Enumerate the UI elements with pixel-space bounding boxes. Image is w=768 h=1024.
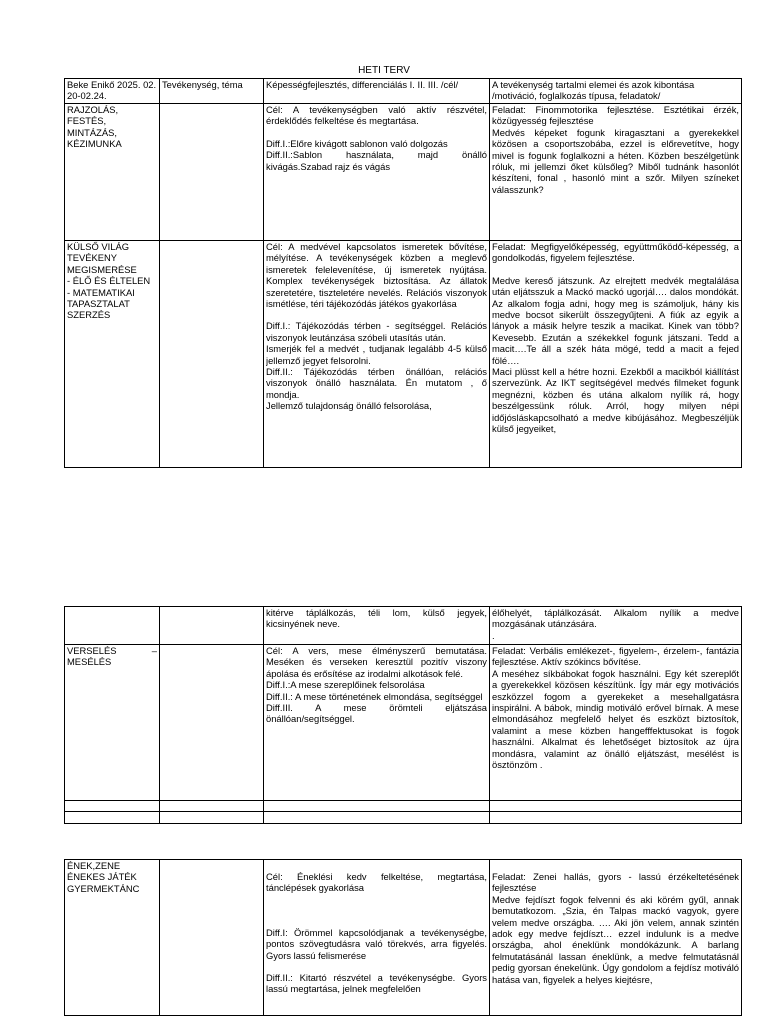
- content-text: Maci plüsst kell a hétre hozni. Ezekből a macikból kiállítást szervezünk. Az IKT segítségével medvés filmeket fogunk megnézni, közben és utána alkalom nyílik rá, hogy beszélgessünk róluk. Arról, hogy milyen népi időjósláskapcsolható a medve kibújásához. Megbeszéljük külső jegyeiket,: [492, 366, 739, 435]
- task-text: Feladat: Zenei hallás, gyors - lassú érzékeltetésének fejlesztése: [492, 871, 739, 894]
- header-skills: Képességfejlesztés, differenciálás I. II. III. /cél/: [264, 79, 490, 104]
- content-text: Medve kereső játszunk. Az elrejtett medvék megtalálása után eljátsszuk a Mackó mackó ugorjál…. dalos mondókát. Az alkalom fogja adni, hogy meg is számoljuk, hány kis medve bocsot sikerült összegyűjteni. A fiúk az egyik a lányok a másik helyre teszik a macikat. Kinek van több? Kevesebb. Ezután a székekkel fogunk játszani. Tedd a macit….Te áll a szék háta mögé, tedd a macit a fejed fölé….: [492, 274, 739, 366]
- empty-cell: [490, 812, 742, 824]
- diff-1-text: Diff.I.: Tájékozódás térben - segítséggel. Relációs viszonyok leutánzása szóbeli utasítás után.: [266, 320, 487, 343]
- content-text: .: [492, 629, 495, 641]
- empty-cell: [160, 801, 264, 812]
- topic-label: - ÉLŐ ÉS ÉLTELEN: [67, 275, 151, 287]
- weekly-plan-table: [64, 606, 742, 824]
- task-text: Feladat: Verbális emlékezet-, figyelem-, érzelem-, fantázia fejlesztése. Aktív szókincs bővítése.: [492, 645, 739, 668]
- topic-cell: [65, 104, 160, 241]
- topic-cell: [65, 645, 160, 801]
- goal-cell: [264, 607, 490, 645]
- diff-3-text: Diff.III. A mese örömteli eljátszása önállóan/segítséggel.: [266, 702, 487, 725]
- goal-cell: [264, 241, 490, 468]
- table-row: [65, 241, 742, 468]
- topic-label: - MATEMATIKAI TAPASZTALAT SZERZÉS: [67, 286, 135, 321]
- empty-cell: [65, 801, 160, 812]
- empty-cell: [160, 241, 264, 468]
- table-row: [65, 860, 742, 1016]
- topic-label: ÉNEK,ZENE ÉNEKES JÁTÉK GYERMEKTÁNC: [67, 860, 140, 894]
- topic-cell: [65, 241, 160, 468]
- topic-label: RAJZOLÁS, FESTÉS, MINTÁZÁS, KÉZIMUNKA: [67, 104, 122, 150]
- content-text: A meséhez síkbábokat fogok használni. Egy két szereplőt a gyerekekkel közösen készítünk. Így már egy motivációs eszközzel fogom a gyerekeket a mesehallgatásra inspirálni. A bábok, mindig motiváló erővel bírnak. A mese elmondásához megfelelő helyet és eszközt biztosítok, valamint a mese közben hangefffektusokat is fogok használni. Alkalmat és lehetőséget biztosítok az újra mondásra, valamint az önálló eljátszást, mesélést is ösztönzöm .: [492, 667, 739, 771]
- table-row: [65, 645, 742, 801]
- goal-text: Cél: A medvével kapcsolatos ismeretek bővítése, mélyítése. A tevékenységek közben a meglevő ismeretek felelevenítése, új ismeretek nyújtása. Komplex tevékenységek biztosítása. Az állatok szeretetére, tiszteletére nevelés. Relációs viszonyok ismétlése, téri tájékozódás játékos gyakorlása: [266, 241, 487, 310]
- empty-cell: [160, 645, 264, 801]
- diff-2-text: Diff.II.: Kitartó részvétel a tevékenységbe. Gyors lassú megtartása, jelnek megfelelően: [266, 972, 487, 995]
- empty-cell: [264, 801, 490, 812]
- empty-cell: [160, 104, 264, 241]
- content-text: Medve fejdíszt fogok felvenni és aki körém gyűl, annak bemutatkozom. „Szia, én Talpas mackó vagyok, gyere velem medve országba. …. Aki jön velem, annak szintén adok egy medve fejdíszt… ezzel indulunk is a medve országba, ahol éneklünk mondókázunk. A barlang felmutatásánál lassan éneklünk, a medve felmutatásnál pedig gyorsan énekelünk. Úgy gondolom a fejdísz motiváló hatása van, figyelek a helyes kiejtésre,: [492, 893, 739, 985]
- page-title: HETI TERV: [358, 65, 410, 76]
- diff-1-text: Diff.I.:Előre kivágott sablonon való dolgozás: [266, 137, 448, 149]
- content-cell: [490, 241, 742, 468]
- empty-cell: [65, 607, 160, 645]
- empty-cell: [264, 812, 490, 824]
- empty-cell: [65, 812, 160, 824]
- task-text: Feladat: Finommotorika fejlesztése. Esztétikai érzék, közügyesség fejlesztése: [492, 104, 739, 127]
- topic-label: VERSELÉS – MESÉLÉS: [67, 645, 157, 668]
- diff-3-text: Jellemző tulajdonság önálló felsorolása,: [266, 400, 432, 412]
- table-row: [65, 812, 742, 824]
- diff-2-text: Diff.II.: A mese történetének elmondása, segítséggel: [266, 690, 483, 702]
- empty-cell: [160, 860, 264, 1016]
- content-cell: [490, 607, 742, 645]
- header-content: A tevékenység tartalmi elemei és azok kibontása /motiváció, foglalkozás típusa, feladatok/: [490, 79, 742, 104]
- topic-cell: [65, 860, 160, 1016]
- table-row: [65, 607, 742, 645]
- goal-text: Cél: A vers, mese élményszerű bemutatása. Meséken és verseken keresztül pozitív viszony ápolása és erősítése az irodalmi alkotások felé.: [266, 645, 487, 679]
- diff-1b-text: Ismerjék fel a medvét , tudjanak legalább 4-5 külső jellemző jegyet felsorolni.: [266, 343, 487, 366]
- weekly-plan-table: [64, 859, 742, 1016]
- empty-cell: [160, 812, 264, 824]
- goal-text: Cél: A tevékenységben való aktív részvétel, érdeklődés felkeltése és megtartása.: [266, 104, 487, 127]
- goal-cell: [264, 645, 490, 801]
- header-activity: Tevékenység, téma: [160, 79, 264, 104]
- header-author-date: Beke Enikő 2025. 02. 20-02.24.: [65, 79, 160, 104]
- task-text: Feladat: Megfigyelőképesség, együttműködő-képesség, a gondolkodás, figyelem fejlesztése.: [492, 241, 739, 264]
- content-cell: [490, 860, 742, 1016]
- content-cell: [490, 645, 742, 801]
- diff-2-text: Diff.II.: Tájékozódás térben önállóan, relációs viszonyok önálló használata. Én mutatom , ő mondja.: [266, 366, 487, 400]
- table-row: [65, 104, 742, 241]
- diff-1-text: Diff.I: Örömmel kapcsolódjanak a tevékenységbe, pontos szövegtudásra való törekvés, arra figyelés. Gyors lassú felismerése: [266, 926, 487, 961]
- table-row: [65, 801, 742, 812]
- table-header-row: [65, 79, 742, 104]
- content-text: Medvés képeket fogunk kiragasztani a gyerekekkel közösen a csoportszobába, ezzel is előrevetítve, hogy mivel is fogunk foglalkozni a héten. Közben beszélgetünk róluk, mi jellemzi őket külsőleg? Miből tudnánk hasonlót készíteni, fonal , hasonló mint a szőr. Milyen színeket válasszunk?: [492, 126, 739, 195]
- empty-cell: [490, 801, 742, 812]
- weekly-plan-table: [64, 78, 742, 468]
- content-text: élőhelyét, táplálkozását. Alkalom nyílik a medve mozgásának utánzására.: [492, 607, 739, 630]
- diff-1-text: Diff.I.:A mese szereplőinek felsorolása: [266, 679, 425, 691]
- content-cell: [490, 104, 742, 241]
- goal-text: kitérve táplálkozás, téli lom, külső jegyek, kicsinyének neve.: [266, 607, 487, 630]
- goal-cell: [264, 860, 490, 1016]
- diff-2-text: Diff.II.:Sablon használata, majd önálló kivágás.Szabad rajz és vágás: [266, 149, 487, 172]
- goal-cell: [264, 104, 490, 241]
- empty-cell: [160, 607, 264, 645]
- goal-text: Cél: Éneklési kedv felkeltése, megtartása, tánclépések gyakorlása: [266, 871, 487, 894]
- topic-label: KÜLSŐ VILÁG TEVÉKENY MEGISMERÉSE: [67, 241, 137, 275]
